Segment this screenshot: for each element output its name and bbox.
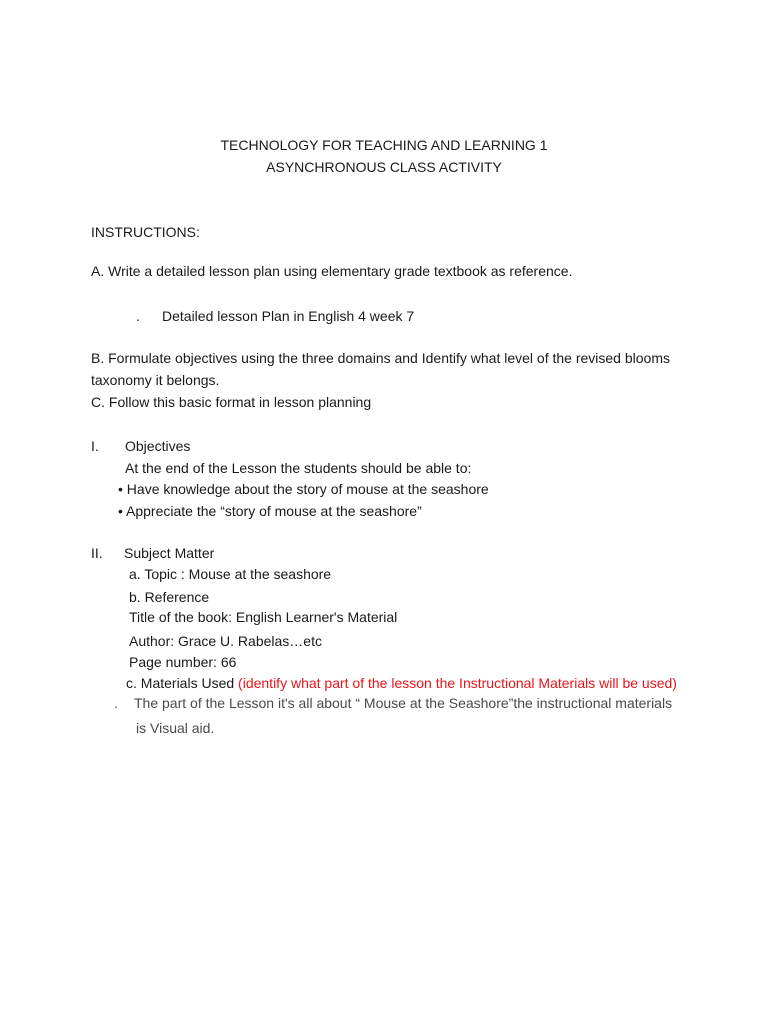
objective-bullet-2: • Appreciate the “story of mouse at the seashore” [118, 503, 422, 519]
sub-item-bullet: . [136, 308, 140, 324]
sub-item-text: Detailed lesson Plan in English 4 week 7 [162, 308, 415, 324]
section2-title: Subject Matter [124, 545, 215, 561]
materials-note: (identify what part of the lesson the Instructional Materials will be used) [238, 675, 677, 691]
materials-line [126, 674, 677, 692]
answer-bullet: . [114, 695, 118, 711]
instruction-item-a: A. Write a detailed lesson plan using elementary grade textbook as reference. [91, 263, 573, 279]
document-subtitle: ASYNCHRONOUS CLASS ACTIVITY [266, 159, 502, 175]
section2-numeral: II. [91, 545, 103, 561]
objective-bullet-1: • Have knowledge about the story of mouse at the seashore [118, 481, 489, 497]
answer-line-1: The part of the Lesson it's all about “ Mouse at the Seashore”the instructional materials [134, 695, 673, 711]
document-title: TECHNOLOGY FOR TEACHING AND LEARNING 1 [220, 137, 548, 153]
book-title-line: Title of the book: English Learner's Material [129, 609, 398, 625]
instruction-item-b-line2: taxonomy it belongs. [91, 372, 220, 388]
author-line: Author: Grace U. Rabelas…etc [129, 633, 322, 649]
section1-intro: At the end of the Lesson the students should be able to: [125, 460, 472, 476]
instructions-heading: INSTRUCTIONS: [91, 224, 200, 240]
answer-line-2: is Visual aid. [136, 720, 215, 736]
section1-title: Objectives [125, 438, 191, 454]
section1-numeral: I. [91, 438, 99, 454]
instruction-item-b-line1: B. Formulate objectives using the three domains and Identify what level of the revised blooms [91, 350, 670, 366]
instruction-item-c: C. Follow this basic format in lesson planning [91, 394, 372, 410]
materials-label: c. Materials Used [126, 675, 235, 691]
reference-label: b. Reference [129, 589, 210, 605]
page-number-line: Page number: 66 [129, 654, 237, 670]
topic-line: a. Topic : Mouse at the seashore [129, 566, 332, 582]
